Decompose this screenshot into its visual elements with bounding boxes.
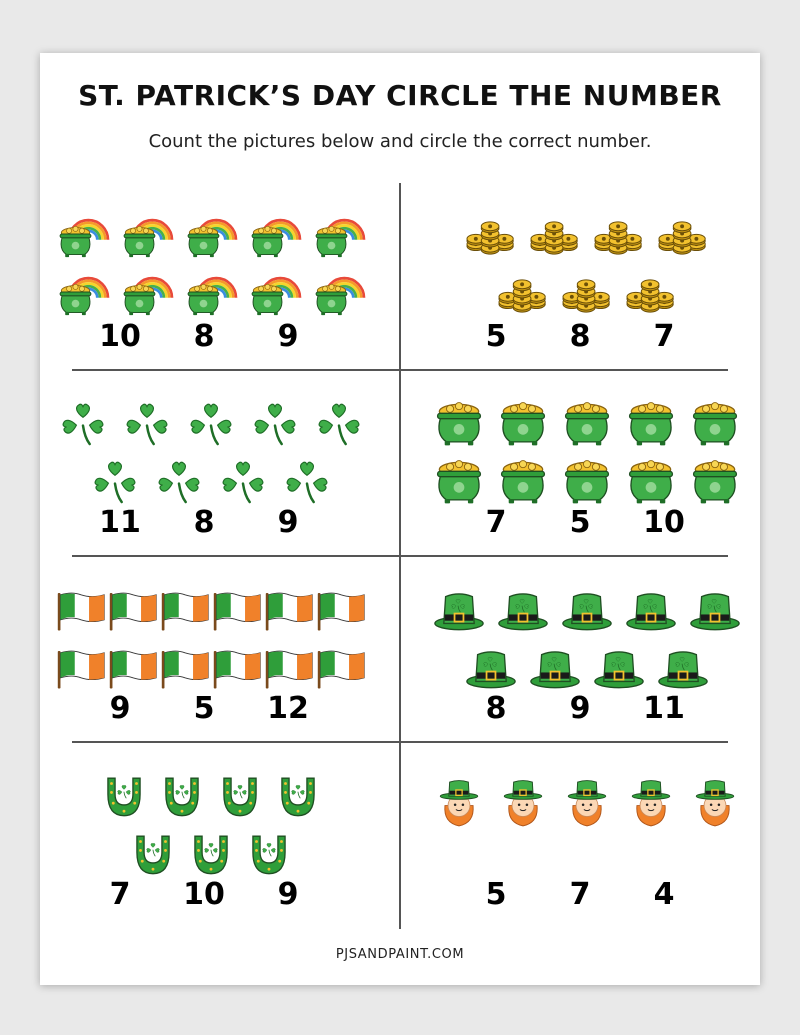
worksheet-page: [40, 53, 760, 985]
irish-flag-icon: [106, 585, 160, 635]
number-choice[interactable]: 10: [183, 877, 225, 912]
shamrock-icon: [216, 457, 270, 507]
number-choice[interactable]: 8: [193, 319, 215, 354]
pot-of-gold-icon: [496, 457, 550, 507]
number-choice[interactable]: 9: [569, 691, 591, 726]
number-choice[interactable]: 7: [653, 319, 675, 354]
number-choice[interactable]: 10: [643, 505, 685, 540]
number-choice[interactable]: 9: [277, 505, 299, 540]
gold-coins-icon: [464, 213, 518, 263]
irish-flag-icon: [314, 643, 368, 693]
rainbow-pot-icon: [184, 271, 238, 321]
problem-grid: [40, 183, 760, 929]
irish-flag-icon: [106, 643, 160, 693]
horseshoe-icon: [213, 771, 267, 821]
rainbow-pot-icon: [312, 213, 366, 263]
gold-coins-icon: [528, 213, 582, 263]
picture-group: [46, 369, 376, 499]
rainbow-pot-icon: [184, 213, 238, 263]
rainbow-pot-icon: [120, 213, 174, 263]
gold-coins-icon: [624, 271, 678, 321]
shamrock-icon: [120, 399, 174, 449]
pot-of-gold-icon: [432, 399, 486, 449]
horseshoe-icon: [155, 771, 209, 821]
pot-of-gold-icon: [560, 399, 614, 449]
pot-of-gold-icon: [624, 399, 678, 449]
pot-of-gold-icon: [688, 399, 742, 449]
gold-coins-icon: [496, 271, 550, 321]
number-choice[interactable]: 10: [99, 319, 141, 354]
number-choice[interactable]: 5: [485, 877, 507, 912]
shamrock-icon: [312, 399, 366, 449]
shamrock-icon: [88, 457, 142, 507]
gold-coins-icon: [592, 213, 646, 263]
picture-group: [46, 183, 376, 313]
horseshoe-icon: [271, 771, 325, 821]
leprechaun-hat-icon: [624, 585, 678, 635]
irish-flag-icon: [158, 585, 212, 635]
number-choice[interactable]: 11: [643, 691, 685, 726]
leprechaun-hat-icon: [432, 585, 486, 635]
problem-7: [46, 741, 376, 929]
problem-1: [46, 183, 376, 369]
number-choice[interactable]: 9: [277, 877, 299, 912]
number-choice[interactable]: 9: [277, 319, 299, 354]
number-choices: [422, 319, 752, 359]
irish-flag-icon: [54, 643, 108, 693]
shamrock-icon: [152, 457, 206, 507]
number-choices: [46, 691, 376, 731]
picture-group: [422, 555, 752, 685]
number-choice[interactable]: 11: [99, 505, 141, 540]
picture-group: [422, 369, 752, 499]
leprechaun-icon: [432, 779, 486, 829]
rainbow-pot-icon: [248, 271, 302, 321]
number-choice[interactable]: 5: [569, 505, 591, 540]
irish-flag-icon: [158, 643, 212, 693]
shamrock-icon: [184, 399, 238, 449]
rainbow-pot-icon: [56, 213, 110, 263]
irish-flag-icon: [210, 585, 264, 635]
number-choices: [422, 505, 752, 545]
rainbow-pot-icon: [248, 213, 302, 263]
problem-6: [422, 555, 752, 741]
worksheet-instructions: Count the pictures below and circle the correct number.: [148, 131, 652, 152]
problem-4: [422, 369, 752, 555]
shamrock-icon: [280, 457, 334, 507]
number-choice[interactable]: 5: [193, 691, 215, 726]
number-choice[interactable]: 8: [569, 319, 591, 354]
problem-5: [46, 555, 376, 741]
problem-2: [422, 183, 752, 369]
number-choice[interactable]: 7: [569, 877, 591, 912]
irish-flag-icon: [54, 585, 108, 635]
number-choices: [46, 505, 376, 545]
problem-8: [422, 741, 752, 929]
horseshoe-icon: [184, 829, 238, 879]
number-choices: [422, 691, 752, 731]
picture-group: [46, 741, 376, 871]
pot-of-gold-icon: [624, 457, 678, 507]
irish-flag-icon: [210, 643, 264, 693]
problem-3: [46, 369, 376, 555]
horseshoe-icon: [126, 829, 180, 879]
number-choice[interactable]: 8: [485, 691, 507, 726]
leprechaun-icon: [560, 779, 614, 829]
number-choices: [422, 877, 752, 917]
irish-flag-icon: [262, 585, 316, 635]
leprechaun-hat-icon: [656, 643, 710, 693]
number-choice[interactable]: 8: [193, 505, 215, 540]
horseshoe-icon: [242, 829, 296, 879]
number-choice[interactable]: 12: [267, 691, 309, 726]
pot-of-gold-icon: [688, 457, 742, 507]
leprechaun-icon: [624, 779, 678, 829]
leprechaun-hat-icon: [688, 585, 742, 635]
leprechaun-hat-icon: [592, 643, 646, 693]
number-choice[interactable]: 7: [109, 877, 131, 912]
number-choices: [46, 319, 376, 359]
shamrock-icon: [56, 399, 110, 449]
picture-group: [46, 555, 376, 685]
leprechaun-hat-icon: [464, 643, 518, 693]
gold-coins-icon: [656, 213, 710, 263]
pot-of-gold-icon: [560, 457, 614, 507]
irish-flag-icon: [262, 643, 316, 693]
pot-of-gold-icon: [432, 457, 486, 507]
number-choices: [46, 877, 376, 917]
irish-flag-icon: [314, 585, 368, 635]
leprechaun-hat-icon: [560, 585, 614, 635]
leprechaun-hat-icon: [496, 585, 550, 635]
shamrock-icon: [248, 399, 302, 449]
number-choice[interactable]: 7: [485, 505, 507, 540]
worksheet-title: ST. PATRICK’S DAY CIRCLE THE NUMBER: [78, 79, 722, 112]
rainbow-pot-icon: [56, 271, 110, 321]
number-choice[interactable]: 9: [109, 691, 131, 726]
picture-group: [422, 741, 752, 871]
leprechaun-hat-icon: [528, 643, 582, 693]
number-choice[interactable]: 4: [653, 877, 675, 912]
website-footer: PJSANDPAINT.COM: [335, 947, 465, 962]
picture-group: [422, 183, 752, 313]
rainbow-pot-icon: [312, 271, 366, 321]
pot-of-gold-icon: [496, 399, 550, 449]
horseshoe-icon: [97, 771, 151, 821]
leprechaun-icon: [496, 779, 550, 829]
gold-coins-icon: [560, 271, 614, 321]
rainbow-pot-icon: [120, 271, 174, 321]
number-choice[interactable]: 5: [485, 319, 507, 354]
leprechaun-icon: [688, 779, 742, 829]
